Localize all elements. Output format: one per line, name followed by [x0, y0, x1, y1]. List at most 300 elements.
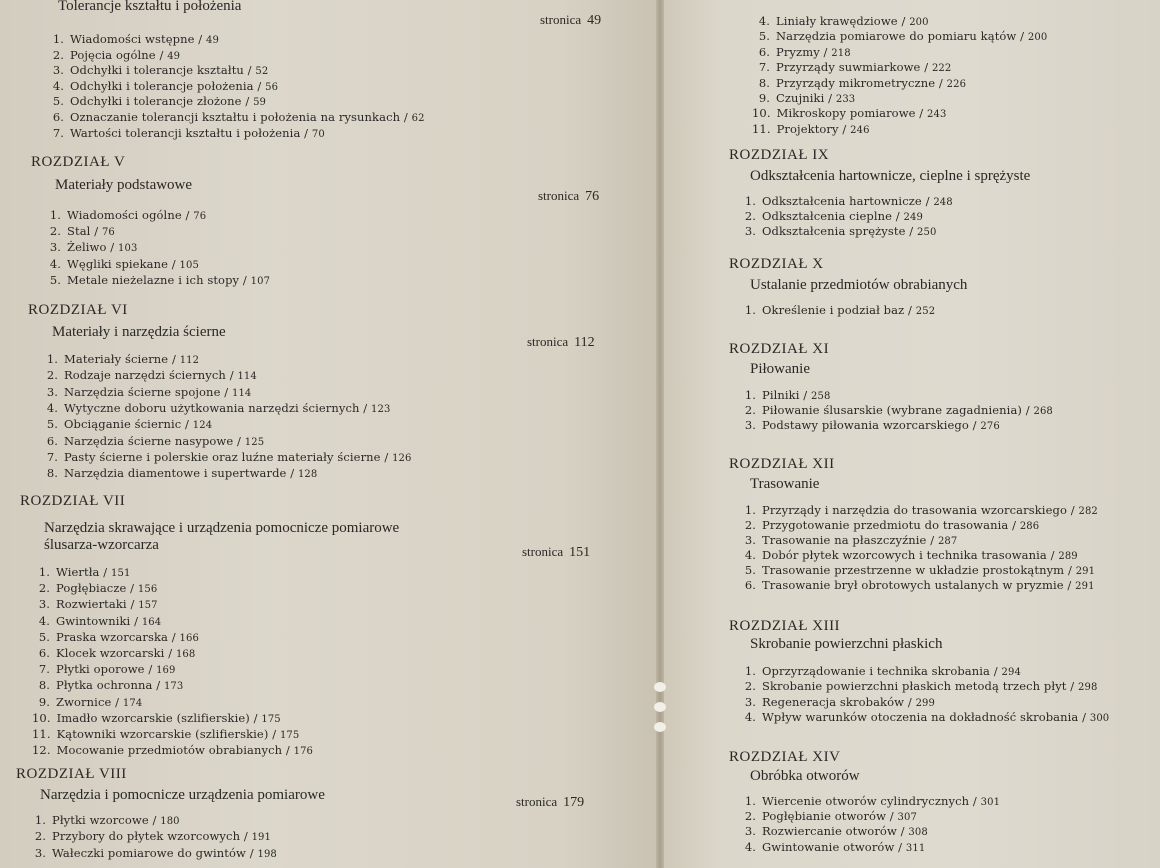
toc-item — [752, 45, 851, 59]
page-separator: / — [1008, 517, 1020, 532]
item-number: 9. — [758, 91, 770, 105]
item-title: Trasowanie brył obrotowych ustalanych w pryzmie — [762, 577, 1064, 592]
item-number: 1. — [46, 352, 58, 366]
item-title: Płytki oporowe — [56, 662, 145, 677]
toc-item — [752, 76, 966, 90]
chapter-heading: ROZDZIAŁ XIV — [729, 749, 841, 765]
item-number: 3. — [744, 224, 756, 239]
item-page-number: 174 — [122, 697, 143, 709]
chapter-page-ref — [538, 188, 599, 205]
item-title: Narzędzia ścierne spojone — [64, 384, 221, 399]
item-page-number: 282 — [1078, 506, 1098, 517]
item-number: 1. — [744, 794, 756, 808]
item-number: 5. — [52, 94, 64, 109]
item-page-number: 291 — [1075, 565, 1096, 577]
toc-item — [46, 32, 219, 46]
item-page-number: 298 — [1078, 682, 1098, 694]
item-page-number: 175 — [279, 730, 300, 741]
page-separator: / — [894, 839, 906, 854]
item-page-number: 287 — [937, 535, 958, 547]
item-title: Projektory — [776, 121, 839, 136]
item-page-number: 218 — [831, 47, 851, 59]
page-number: 49 — [587, 13, 602, 28]
item-number: 3. — [744, 694, 756, 709]
toc-item — [40, 466, 317, 480]
page-separator: / — [1064, 562, 1076, 577]
item-number: 7. — [52, 125, 64, 140]
page-label: stronica — [540, 12, 582, 27]
page-number: 112 — [574, 335, 595, 350]
item-number: 7. — [38, 662, 50, 677]
item-title: Oznaczanie tolerancji kształtu i położenia na rysunkach — [70, 110, 401, 124]
item-title: Regeneracja skrobaków — [762, 694, 905, 709]
page-separator: / — [155, 47, 168, 62]
item-title: Gwintowanie otworów — [762, 839, 895, 854]
item-number: 1. — [38, 565, 50, 579]
item-title: Klocek wzorcarski — [56, 646, 165, 660]
chapter-heading: ROZDZIAŁ XII — [729, 456, 835, 472]
item-title: Przyrządy suwmiarkowe — [776, 60, 921, 75]
item-title: Odkształcenia cieplne — [762, 209, 893, 224]
page-separator: / — [268, 727, 280, 741]
item-page-number: 164 — [141, 616, 162, 628]
item-page-number: 200 — [909, 17, 929, 28]
page-separator: / — [915, 106, 928, 121]
toc-item — [32, 711, 281, 725]
chapter-page-ref — [522, 544, 590, 561]
page-separator: / — [1022, 403, 1034, 418]
item-page-number: 249 — [903, 212, 923, 224]
item-page-number: 252 — [915, 306, 936, 317]
toc-item — [738, 194, 953, 208]
item-number: 6. — [46, 433, 58, 448]
toc-item — [752, 91, 855, 105]
toc-item — [738, 224, 936, 238]
page-separator: / — [286, 466, 298, 481]
right-page — [662, 0, 1160, 868]
item-title: Kątowniki wzorcarskie (szlifierskie) — [56, 727, 269, 741]
item-page-number: 300 — [1089, 712, 1110, 724]
item-title: Pojęcia ogólne — [70, 47, 156, 62]
chapter-title: Ustalanie przedmiotów obrabianych — [750, 277, 968, 293]
toc-item — [32, 678, 183, 692]
toc-item — [752, 29, 1047, 43]
item-number: 6. — [758, 44, 770, 59]
item-page-number: 156 — [137, 584, 158, 596]
item-number: 2. — [744, 403, 756, 418]
page-separator: / — [1016, 29, 1028, 44]
page-separator: / — [838, 121, 851, 136]
item-title: Gwintowniki — [56, 613, 131, 628]
page-separator: / — [799, 388, 812, 402]
item-number: 4. — [49, 256, 61, 271]
toc-item — [32, 630, 199, 644]
item-title: Praska wzorcarska — [56, 629, 169, 644]
page-separator: / — [896, 824, 909, 839]
item-title: Zwornice — [56, 694, 112, 709]
chapter-title-continued: ślusarza-wzorcarza — [44, 537, 159, 553]
toc-item — [738, 418, 1000, 432]
page-number: 151 — [569, 545, 591, 560]
item-title: Odkształcenia hartownicze — [762, 194, 922, 208]
page-separator: / — [1066, 503, 1079, 517]
item-number: 4. — [46, 400, 58, 415]
page-label: stronica — [527, 334, 569, 349]
item-number: 9. — [38, 694, 50, 709]
page-separator: / — [253, 78, 266, 93]
page-separator: / — [164, 646, 176, 660]
page-separator: / — [90, 224, 102, 239]
toc-item — [46, 126, 325, 140]
item-page-number: 258 — [811, 391, 831, 402]
toc-item — [46, 94, 266, 108]
item-number: 1. — [744, 194, 756, 208]
item-page-number: 125 — [244, 436, 265, 448]
page-label: stronica — [516, 794, 558, 809]
page-separator: / — [152, 678, 164, 693]
item-title: Stal — [67, 224, 91, 239]
item-number: 2. — [46, 368, 58, 383]
page-separator: / — [220, 384, 232, 399]
item-number: 4. — [38, 613, 50, 628]
chapter-title: Materiały i narzędzia ścierne — [52, 324, 226, 340]
page-separator: / — [1066, 679, 1079, 694]
item-title: Płytki wzorcowe — [52, 813, 149, 827]
item-page-number: 59 — [253, 97, 266, 109]
page-separator: / — [99, 565, 112, 579]
item-number: 3. — [38, 597, 50, 612]
page-separator: / — [968, 418, 981, 433]
item-page-number: 191 — [251, 832, 271, 844]
item-page-number: 248 — [933, 197, 953, 208]
item-title: Wiercenie otworów cylindrycznych — [762, 794, 970, 808]
item-page-number: 114 — [231, 387, 252, 399]
page-separator: / — [935, 75, 947, 90]
page-separator: / — [921, 194, 934, 208]
item-page-number: 105 — [179, 259, 199, 271]
page-separator: / — [181, 208, 194, 222]
toc-item — [40, 385, 251, 399]
page-separator: / — [168, 629, 180, 644]
item-number: 2. — [744, 517, 756, 532]
item-title: Odchyłki i tolerancje kształtu — [70, 63, 244, 78]
item-page-number: 276 — [980, 421, 1000, 433]
item-title: Przybory do płytek wzorcowych — [52, 829, 241, 844]
page-separator: / — [1046, 547, 1059, 562]
item-page-number: 308 — [908, 827, 928, 839]
item-page-number: 175 — [261, 713, 281, 725]
item-page-number: 114 — [237, 371, 257, 383]
page-separator: / — [130, 613, 142, 628]
item-page-number: 76 — [193, 211, 207, 222]
item-page-number: 123 — [371, 403, 391, 415]
page-separator: / — [904, 694, 916, 709]
item-number: 8. — [38, 678, 50, 693]
toc-item — [738, 563, 1095, 577]
toc-item — [738, 809, 917, 823]
item-title: Pryzmy — [776, 44, 820, 59]
binding-stitch — [654, 722, 666, 732]
chapter-page-ref — [516, 794, 584, 811]
item-number: 5. — [758, 29, 770, 44]
item-page-number: 76 — [101, 227, 115, 239]
chapter-heading: ROZDZIAŁ VII — [20, 493, 126, 509]
toc-item — [32, 581, 157, 595]
item-title: Czujniki — [776, 91, 825, 105]
chapter-title: Materiały podstawowe — [55, 177, 193, 193]
page-separator: / — [240, 829, 252, 844]
toc-item — [752, 60, 951, 74]
item-page-number: 169 — [156, 665, 176, 677]
page-separator: / — [886, 809, 898, 824]
item-title: Narzędzia ścierne nasypowe — [64, 433, 234, 448]
page-separator: / — [400, 110, 412, 124]
chapter-title: Piłowanie — [750, 361, 810, 377]
item-title: Rozwiercanie otworów — [762, 824, 897, 839]
item-title: Trasowanie na płaszczyźnie — [762, 532, 927, 547]
item-title: Dobór płytek wzorcowych i technika trasowania — [762, 547, 1047, 562]
item-number: 12. — [32, 743, 51, 758]
toc-item — [40, 434, 264, 448]
page-separator: / — [1063, 577, 1076, 592]
item-page-number: 157 — [138, 600, 158, 612]
item-number: 1. — [744, 388, 756, 402]
item-title: Obciąganie ściernic — [64, 417, 182, 432]
toc-item — [40, 450, 411, 464]
toc-item — [738, 794, 1000, 808]
item-page-number: 52 — [255, 66, 269, 78]
item-page-number: 286 — [1019, 520, 1040, 532]
item-number: 11. — [32, 727, 51, 741]
page-separator: / — [144, 662, 157, 677]
page-label: stronica — [522, 544, 564, 559]
page-number: 179 — [563, 795, 585, 810]
page-separator: / — [225, 368, 238, 383]
toc-item — [46, 110, 425, 124]
toc-item — [738, 503, 1098, 517]
item-number: 3. — [744, 824, 756, 839]
toc-item — [738, 209, 923, 223]
item-number: 7. — [46, 449, 58, 464]
page-separator: / — [194, 32, 206, 46]
item-number: 6. — [52, 110, 64, 124]
item-page-number: 180 — [160, 816, 180, 827]
item-title: Wiadomości ogólne — [67, 208, 182, 222]
item-number: 5. — [49, 272, 61, 287]
item-title: Wytyczne doboru użytkowania narzędzi ściernych — [64, 400, 360, 415]
item-page-number: 299 — [915, 697, 935, 709]
item-number: 3. — [34, 845, 46, 860]
item-title: Mocowanie przedmiotów obrabianych — [56, 743, 283, 758]
item-title: Rodzaje narzędzi ściernych — [64, 368, 226, 383]
toc-item — [32, 646, 195, 660]
page-separator: / — [990, 664, 1002, 678]
item-title: Określenie i podział baz — [762, 303, 905, 317]
item-page-number: 307 — [897, 812, 917, 824]
toc-item — [43, 240, 137, 254]
item-title: Rozwiertaki — [56, 597, 127, 612]
page-separator: / — [168, 256, 180, 271]
item-number: 2. — [744, 209, 756, 224]
toc-item — [32, 662, 175, 676]
page-separator: / — [380, 449, 393, 464]
item-title: Płytka ochronna — [56, 678, 153, 693]
page-separator: / — [239, 272, 251, 287]
item-number: 8. — [758, 75, 770, 90]
item-number: 4. — [758, 14, 770, 28]
page-separator: / — [892, 209, 904, 224]
page-separator: / — [126, 581, 138, 596]
item-number: 8. — [46, 466, 58, 481]
toc-item — [43, 208, 206, 222]
item-title: Pasty ścierne i polerskie oraz luźne materiały ścierne — [64, 449, 381, 464]
page-number: 76 — [585, 189, 600, 204]
binding-stitch — [654, 682, 666, 692]
item-number: 3. — [744, 532, 756, 547]
item-page-number: 198 — [257, 848, 277, 860]
item-number: 6. — [38, 646, 50, 660]
toc-item — [752, 14, 929, 28]
item-title: Metale nieżelazne i ich stopy — [67, 272, 240, 287]
item-page-number: 166 — [179, 632, 199, 644]
chapter-heading: ROZDZIAŁ VI — [28, 302, 128, 318]
item-number: 10. — [752, 106, 771, 121]
item-page-number: 168 — [175, 649, 196, 660]
item-page-number: 250 — [917, 227, 937, 239]
item-page-number: 62 — [411, 113, 425, 124]
item-page-number: 301 — [980, 797, 1001, 808]
item-page-number: 124 — [192, 420, 213, 432]
item-number: 1. — [744, 503, 756, 517]
toc-item — [46, 48, 180, 62]
chapter-page-ref — [527, 334, 595, 351]
toc-item — [738, 710, 1109, 724]
page-separator: / — [282, 743, 294, 758]
item-title: Narzędzia pomiarowe do pomiaru kątów — [776, 29, 1017, 44]
item-title: Wiertła — [56, 565, 100, 579]
item-number: 7. — [758, 60, 770, 75]
item-page-number: 200 — [1027, 32, 1048, 44]
toc-item — [738, 303, 935, 317]
toc-item — [32, 743, 313, 757]
page-separator: / — [241, 94, 254, 109]
toc-item — [46, 63, 268, 77]
page-separator: / — [920, 60, 932, 75]
toc-item — [738, 679, 1097, 693]
page-separator: / — [926, 532, 938, 547]
page-separator: / — [249, 710, 262, 725]
page-separator: / — [111, 694, 123, 709]
toc-item — [738, 695, 935, 709]
toc-item — [28, 846, 277, 860]
item-title: Trasowanie przestrzenne w układzie prostokątnym — [762, 562, 1065, 577]
item-number: 4. — [52, 78, 64, 93]
item-number: 4. — [744, 839, 756, 854]
item-title: Pogłębianie otworów — [762, 809, 887, 824]
item-number: 5. — [744, 562, 756, 577]
item-title: Pogłębiacze — [56, 581, 127, 596]
toc-item — [32, 695, 142, 709]
item-page-number: 107 — [250, 275, 271, 287]
item-number: 6. — [744, 577, 756, 592]
chapter-title: Trasowanie — [750, 476, 820, 492]
page-separator: / — [168, 352, 180, 366]
chapter-heading: ROZDZIAŁ X — [729, 256, 824, 272]
item-page-number: 112 — [179, 355, 200, 366]
item-title: Skrobanie powierzchni płaskich metodą trzech płyt — [762, 679, 1067, 694]
toc-item — [752, 106, 946, 120]
item-page-number: 128 — [297, 469, 318, 481]
toc-item — [43, 257, 199, 271]
item-page-number: 246 — [850, 124, 870, 136]
item-title: Odkształcenia sprężyste — [762, 224, 906, 239]
page-separator: / — [905, 224, 918, 239]
item-title: Węgliki spiekane — [67, 256, 169, 271]
item-page-number: 173 — [163, 681, 184, 693]
chapter-title: Narzędzia skrawające i urządzenia pomocnicze pomiarowe — [44, 520, 400, 536]
item-title: Pilniki — [762, 388, 800, 402]
page-separator: / — [824, 91, 836, 105]
page-separator: / — [243, 63, 256, 78]
chapter-heading: ROZDZIAŁ XIII — [729, 618, 841, 634]
item-title: Mikroskopy pomiarowe — [776, 106, 916, 121]
item-title: Podstawy piłowania wzorcarskiego — [762, 418, 969, 433]
item-page-number: 222 — [931, 63, 952, 75]
page-label: stronica — [538, 188, 580, 203]
item-number: 3. — [52, 63, 64, 78]
chapter-heading: ROZDZIAŁ XI — [729, 341, 830, 357]
item-page-number: 151 — [111, 568, 131, 579]
item-title: Wiadomości wstępne — [70, 32, 195, 46]
toc-item — [738, 664, 1021, 678]
item-number: 1. — [744, 303, 756, 317]
page-separator: / — [359, 400, 372, 415]
toc-item — [43, 224, 115, 238]
item-title: Odchyłki i tolerancje złożone — [70, 94, 242, 109]
item-title: Imadło wzorcarskie (szlifierskie) — [56, 710, 250, 725]
toc-item — [738, 824, 928, 838]
item-title: Liniały krawędziowe — [776, 14, 898, 28]
chapter-heading: ROZDZIAŁ VIII — [16, 766, 127, 782]
item-number: 2. — [34, 829, 46, 844]
item-page-number: 291 — [1075, 580, 1095, 592]
item-number: 3. — [49, 240, 61, 255]
item-number: 5. — [46, 417, 58, 432]
item-page-number: 311 — [905, 842, 926, 854]
item-title: Wartości tolerancji kształtu i położenia — [70, 125, 301, 140]
item-number: 1. — [744, 664, 756, 678]
toc-item — [43, 273, 270, 287]
page-separator: / — [245, 845, 258, 860]
chapter-title: Obróbka otworów — [750, 768, 860, 784]
item-title: Piłowanie ślusarskie (wybrane zagadnienia) — [762, 403, 1022, 418]
item-page-number: 294 — [1001, 667, 1021, 678]
toc-item — [738, 388, 830, 402]
toc-item — [40, 417, 212, 431]
chapter-title: Skrobanie powierzchni płaskich — [750, 636, 943, 652]
item-page-number: 226 — [946, 78, 967, 90]
item-page-number: 233 — [835, 94, 856, 105]
chapter-title: Tolerancje kształtu i położenia — [58, 0, 242, 14]
item-number: 1. — [34, 813, 46, 827]
item-title: Odchyłki i tolerancje położenia — [70, 78, 254, 93]
page-separator: / — [1078, 709, 1090, 724]
toc-item — [28, 829, 271, 843]
item-number: 2. — [38, 581, 50, 596]
page-separator: / — [181, 417, 193, 432]
toc-item — [40, 352, 199, 366]
item-number: 3. — [46, 384, 58, 399]
